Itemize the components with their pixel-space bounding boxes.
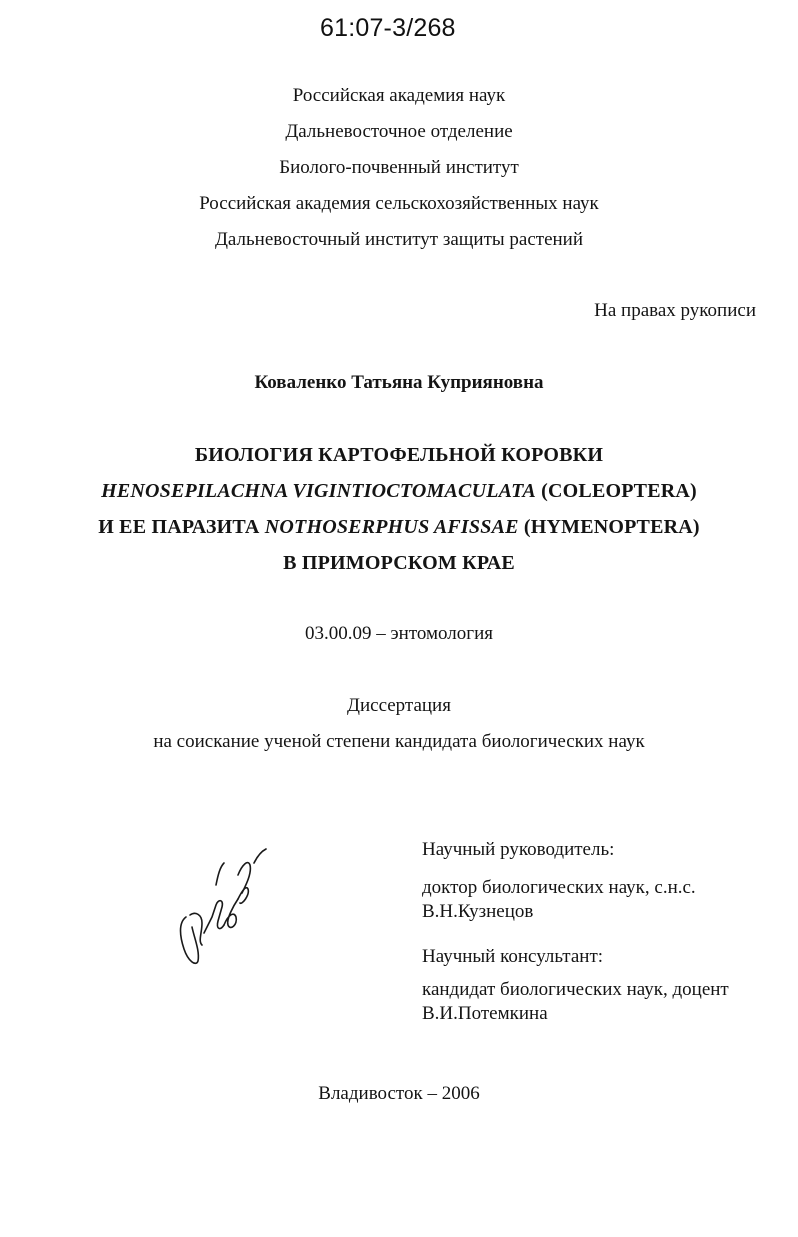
manuscript-rights: На правах рукописи bbox=[594, 300, 756, 321]
handwritten-signature bbox=[172, 845, 272, 975]
city-and-year: Владивосток – 2006 bbox=[318, 1083, 480, 1104]
dissertation-title-line-2 bbox=[0, 480, 798, 503]
institution-line: Дальневосточное отделение bbox=[285, 121, 513, 142]
supervisor-heading: Научный руководитель: bbox=[422, 839, 615, 860]
degree-statement: на соискание ученой степени кандидата биологических наук bbox=[153, 731, 645, 752]
title-parasite-prefix: И ЕЕ ПАРАЗИТА bbox=[98, 516, 260, 538]
dissertation-title-line-4: В ПРИМОРСКОМ КРАЕ bbox=[283, 552, 515, 574]
host-species-name: HENOSEPILACHNA VIGINTIOCTOMACULATA bbox=[101, 480, 536, 502]
institution-line: Биолого-почвенный институт bbox=[279, 157, 519, 178]
consultant-credentials: кандидат биологических наук, доцент bbox=[422, 979, 729, 1000]
supervisor-credentials: доктор биологических наук, с.н.с. bbox=[422, 877, 696, 898]
author-name: Коваленко Татьяна Куприяновна bbox=[254, 372, 544, 393]
parasite-order: (HYMENOPTERA) bbox=[523, 516, 700, 538]
institution-line: Российская академия наук bbox=[292, 85, 506, 106]
document-type: Диссертация bbox=[347, 695, 451, 716]
parasite-species-name: NOTHOSERPHUS AFISSAE bbox=[264, 516, 519, 538]
supervisor-name: В.Н.Кузнецов bbox=[422, 901, 534, 922]
dissertation-title-line-3 bbox=[0, 516, 798, 539]
consultant-name: В.И.Потемкина bbox=[422, 1003, 548, 1024]
consultant-heading: Научный консультант: bbox=[422, 946, 604, 967]
institution-line: Дальневосточный институт защиты растений bbox=[214, 229, 584, 250]
host-order: (COLEOPTERA) bbox=[541, 480, 697, 502]
dissertation-title-line-1: БИОЛОГИЯ КАРТОФЕЛЬНОЙ КОРОВКИ bbox=[194, 444, 604, 466]
institution-line: Российская академия сельскохозяйственных наук bbox=[199, 193, 599, 214]
archive-code: 61:07-3/268 bbox=[320, 14, 456, 42]
specialty-code: 03.00.09 – энтомология bbox=[305, 623, 493, 644]
